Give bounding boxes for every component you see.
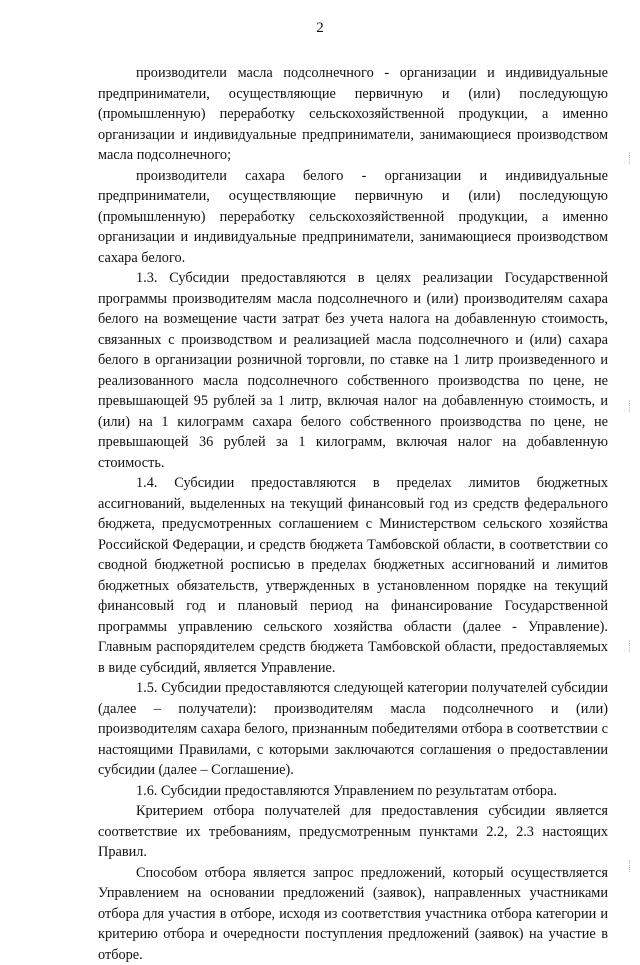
paragraph-selection-criterion: Критерием отбора получателей для предоставления субсидии является соответствие их требованиям, предусмотренным пунктами 2.2, 2.3 настоящих Правил. <box>98 801 608 863</box>
scan-edge-mark <box>629 400 632 412</box>
paragraph-selection-method: Способом отбора является запрос предложений, который осуществляется Управлением на основании предложений (заявок), направленных участниками отбора для участия в отборе, исходя из соответствия участника отбора категории и критерию отбора и очередности поступления предложений (заявок) на участие в отборе. <box>98 863 608 965</box>
paragraph-1-3: 1.3. Субсидии предоставляются в целях реализации Государственной программы производителям масла подсолнечного и (или) производителям сахара белого на возмещение части затрат без учета налога на добавленную стоимость, связанных с производством и реализацией масла подсолнечного и (или) сахара белого в организации розничной торговли, по ставке на 1 литр произведенного и реализованного масла подсолнечного собственного производства по цене, не превышающей 95 рублей за 1 литр, включая налог на добавленную стоимость, и (или) на 1 килограмм сахара белого собственного производства по цене, не превышающей 36 рублей за 1 килограмм, включая налог на добавленную стоимость. <box>98 268 608 473</box>
paragraph-sugar-producers: производители сахара белого - организации и индивидуальные предприниматели, осуществляющие первичную и (или) последующую (промышленную) переработку сельскохозяйственной продукции, а именно организации и индивидуальные предприниматели, занимающиеся производством сахара белого. <box>98 166 608 269</box>
paragraph-1-6: 1.6. Субсидии предоставляются Управлением по результатам отбора. <box>98 781 608 802</box>
page-number: 2 <box>0 20 640 37</box>
scan-edge-mark <box>629 860 632 872</box>
paragraph-1-4: 1.4. Субсидии предоставляются в пределах лимитов бюджетных ассигнований, выделенных на текущий финансовый год из средств федерального бюджета, предусмотренных соглашением с Министерством сельского хозяйства Российской Федерации, и средств бюджета Тамбовской области, в соответствии со сводной бюджетной росписью в пределах бюджетных ассигнований и лимитов бюджетных обязательств, утвержденных в установленном порядке на текущий финансовый год и плановый период на финансирование Государственной программы управлению сельского хозяйства области (далее - Управление). Главным распорядителем средств бюджета Тамбовской области, предоставляемых в виде субсидий, является Управление. <box>98 473 608 678</box>
paragraph-1-5: 1.5. Субсидии предоставляются следующей категории получателей субсидии (далее – получатели): производителям масла подсолнечного и (или) производителям сахара белого, признанным победителями отбора в соответствии с настоящими Правилами, с которыми заключаются соглашения о предоставлении субсидии (далее – Соглашение). <box>98 678 608 781</box>
scan-edge-mark <box>629 152 632 164</box>
document-body <box>98 63 608 965</box>
paragraph-sunflower-producers: производители масла подсолнечного - организации и индивидуальные предприниматели, осуществляющие первичную и (или) последующую (промышленную) переработку сельскохозяйственной продукции, а именно организации и индивидуальные предприниматели, занимающиеся производством масла подсолнечного; <box>98 63 608 166</box>
scan-edge-mark <box>629 640 632 652</box>
